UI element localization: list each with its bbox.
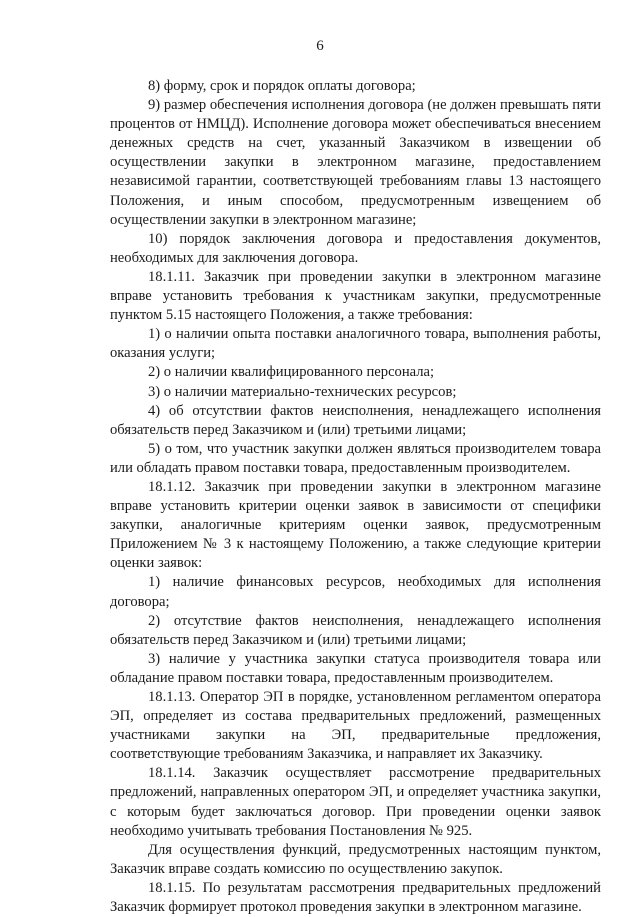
paragraph-18-1-12: 18.1.12. Заказчик при проведении закупки в электронном магазине вправе установить критерии оценки заявок в зависимости от специфики закупки, аналогичные критериям оценки заявок, предусмотренным Приложением № 3 к настоящему Положению, а также следующие критерии оценки заявок: [110, 478, 601, 572]
paragraph-item-8: 8) форму, срок и порядок оплаты договора; [148, 78, 416, 94]
requirement-item-3: 3) о наличии материально-технических ресурсов; [148, 383, 457, 400]
paragraph-commission: Для осуществления функций, предусмотренных настоящим пунктом, Заказчик вправе создать комиссию по осуществлению закупок. [110, 841, 601, 877]
requirement-item-5: 5) о том, что участник закупки должен являться производителем товара или обладать правом поставки товара, предоставленным производителем. [110, 440, 601, 476]
paragraph-18-1-14: 18.1.14. Заказчик осуществляет рассмотрение предварительных предложений, направленных оператором ЭП, и определяет участника закупки, с которым будет заключаться договор. При проведении оценки заявок необходимо учитывать требования Постановления № 925. [110, 765, 601, 839]
requirement-item-1: 1) о наличии опыта поставки аналогичного товара, выполнения работы, оказания услуги; [110, 326, 601, 362]
document-body [110, 77, 601, 917]
requirement-item-4: 4) об отсутствии фактов неисполнения, ненадлежащего исполнения обязательств перед Заказчиком и (или) третьими лицами; [110, 402, 601, 438]
paragraph-18-1-11: 18.1.11. Заказчик при проведении закупки в электронном магазине вправе установить требования к участникам закупки, предусмотренные пунктом 5.15 настоящего Положения, а также требования: [110, 268, 601, 324]
criterion-item-3: 3) наличие у участника закупки статуса производителя товара или обладание правом поставки товара, предоставленным производителем. [110, 650, 601, 686]
criterion-item-1: 1) наличие финансовых ресурсов, необходимых для исполнения договора; [110, 574, 601, 610]
requirement-item-2: 2) о наличии квалифицированного персонала; [148, 364, 435, 381]
criterion-item-2: 2) отсутствие фактов неисполнения, ненадлежащего исполнения обязательств перед Заказчиком и (или) третьими лицами; [110, 612, 601, 648]
paragraph-item-10: 10) порядок заключения договора и предоставления документов, необходимых для заключения договора. [110, 230, 601, 266]
paragraph-18-1-15: 18.1.15. По результатам рассмотрения предварительных предложений Заказчик формирует протокол проведения закупки в электронном магазине. [110, 879, 601, 916]
page-number: 6 [316, 38, 324, 54]
paragraph-item-9: 9) размер обеспечения исполнения договора (не должен превышать пяти процентов от НМЦД). Исполнение договора может обеспечиваться внесением денежных средств на счет, указанный Заказчиком в извещении об осуществлении закупки в электронном магазине, предоставлением независимой гарантии, соответствующей требованиям главы 13 настоящего Положения, и иным способом, предусмотренным извещением об осуществлении закупки в электронном магазине; [110, 97, 601, 228]
paragraph-18-1-13: 18.1.13. Оператор ЭП в порядке, установленном регламентом оператора ЭП, определяет из состава предварительных предложений, размещенных участниками закупки на ЭП, предварительные предложения, соответствующие требованиям Заказчика, и направляет их Заказчику. [110, 689, 601, 763]
